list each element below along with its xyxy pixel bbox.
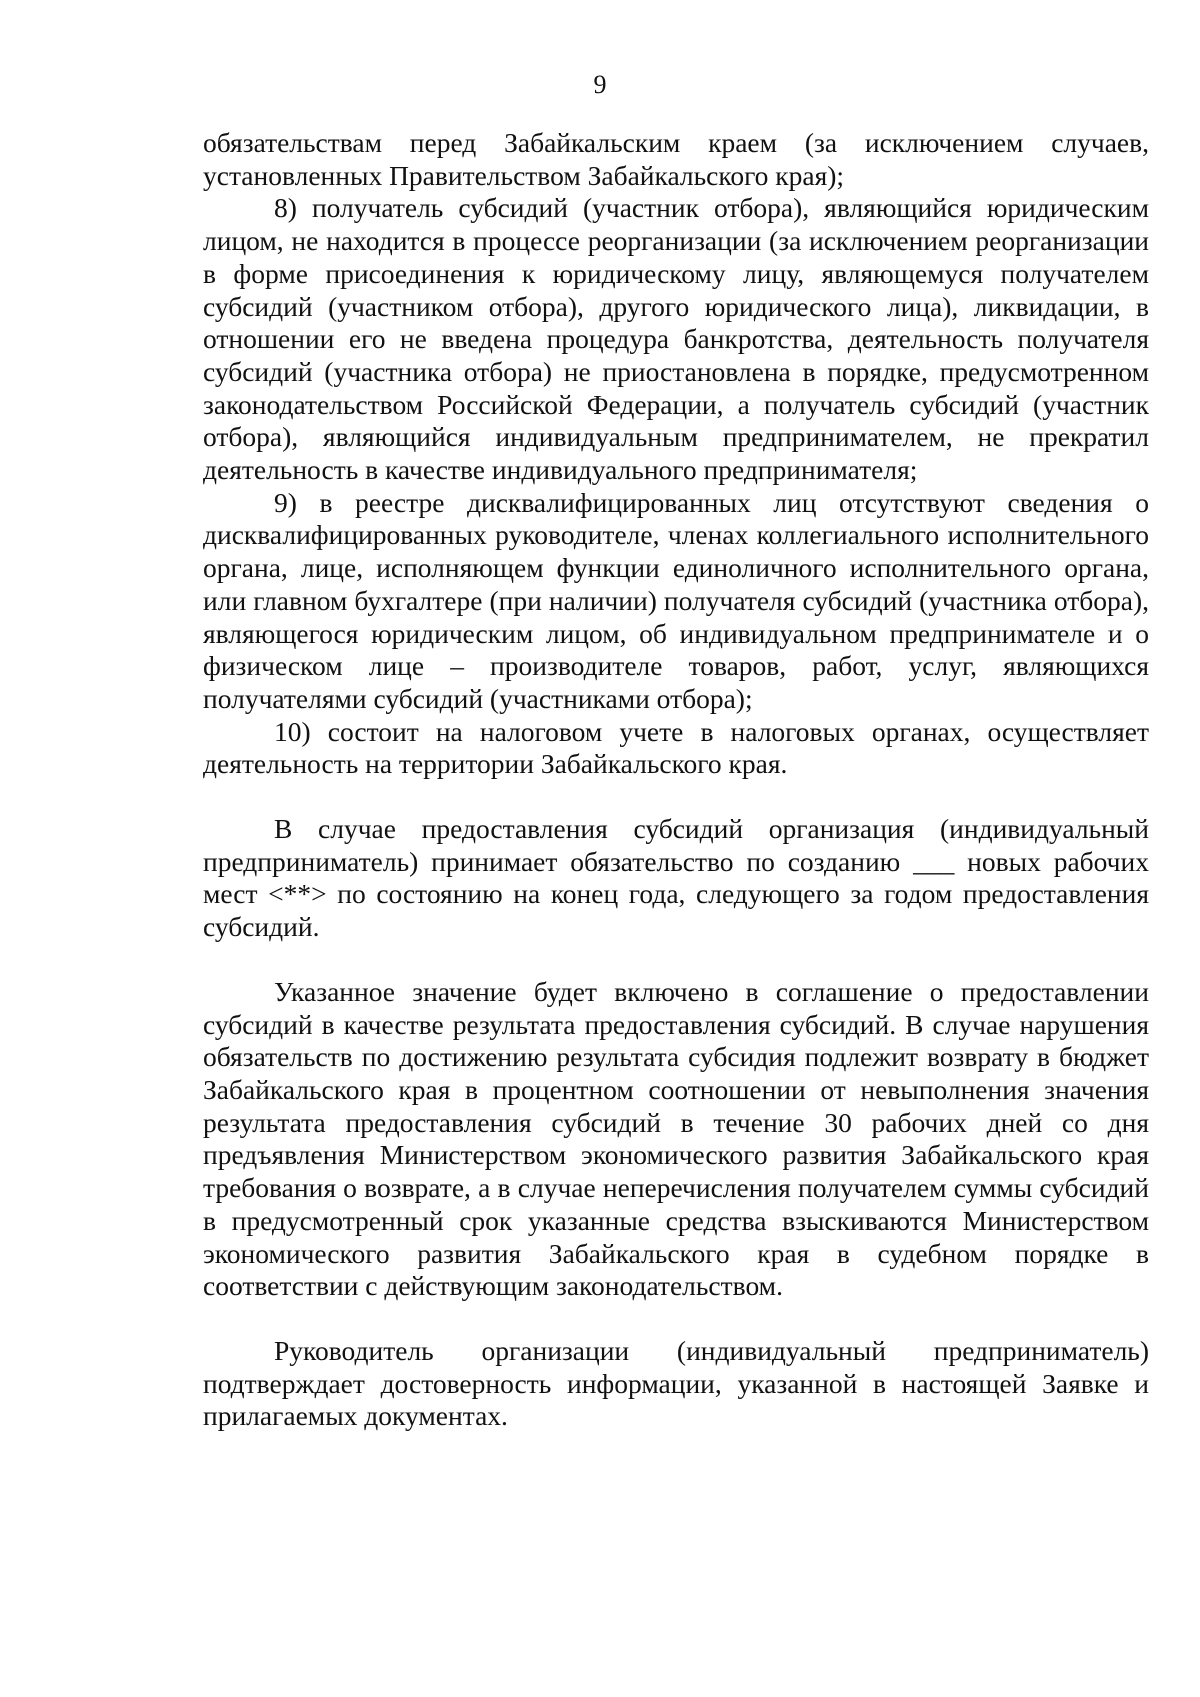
page-number: 9	[593, 70, 607, 99]
document-body	[203, 127, 1149, 1433]
paragraph-item-10: 10) состоит на налоговом учете в налоговых органах, осуществляет деятельность на территории Забайкальского края.	[203, 715, 1149, 780]
paragraph-confirmation: Руководитель организации (индивидуальный предприниматель) подтверждает достоверность информации, указанной в настоящей Заявке и прилагаемых документах.	[203, 1334, 1149, 1432]
paragraph-continuation: обязательствам перед Забайкальским краем (за исключением случаев, установленных Правительством Забайкальского края);	[203, 127, 1149, 191]
paragraph-item-8: 8) получатель субсидий (участник отбора), являющийся юридическим лицом, не находится в процессе реорганизации (за исключением реорганизации в форме присоединения к юридическому лицу, являющемуся получателем субсидий (участником отбора), другого юридического лица), ликвидации, в отношении его не введена процедура банкротства, деятельность получателя субсидий (участника отбора) не приостановлена в порядке, предусмотренном законодательством Российской Федерации, а получатель субсидий (участник отбора), являющийся индивидуальным предпринимателем, не прекратил деятельность в качестве индивидуального предпринимателя;	[203, 192, 1149, 486]
paragraph-job-obligation: В случае предоставления субсидий организация (индивидуальный предприниматель) принимает обязательство по созданию ___ новых рабочих мест <**> по состоянию на конец года, следующего за годом предоставления субсидий.	[203, 813, 1149, 943]
paragraph-result-value: Указанное значение будет включено в соглашение о предоставлении субсидий в качестве результата предоставления субсидий. В случае нарушения обязательств по достижению результата субсидия подлежит возврату в бюджет Забайкальского края в процентном соотношении от невыполнения значения результата предоставления субсидий в течение 30 рабочих дней со дня предъявления Министерством экономического развития Забайкальского края требования о возврате, а в случае неперечисления получателем суммы субсидий в предусмотренный срок указанные средства взыскиваются Министерством экономического развития Забайкальского края в судебном порядке в соответствии с действующим законодательством.	[203, 975, 1149, 1302]
paragraph-item-9: 9) в реестре дисквалифицированных лиц отсутствуют сведения о дисквалифицированных руководителе, членах коллегиального исполнительного органа, лице, исполняющем функции единоличного исполнительного органа, или главном бухгалтере (при наличии) получателя субсидий (участника отбора), являющегося юридическим лицом, об индивидуальном предпринимателе и о физическом лице – производителе товаров, работ, услуг, являющихся получателями субсидий (участниками отбора);	[203, 486, 1149, 714]
